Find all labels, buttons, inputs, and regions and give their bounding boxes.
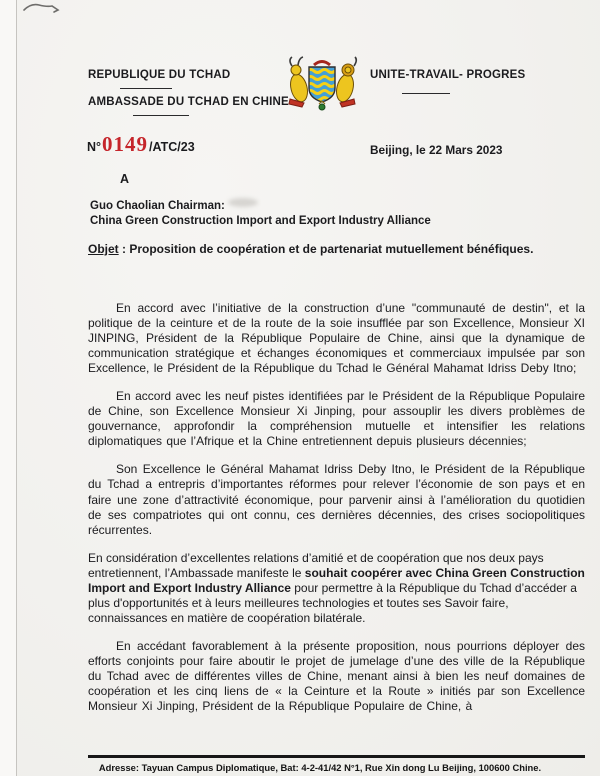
header-rule bbox=[402, 93, 450, 94]
reference-number-red: 0149 bbox=[102, 132, 149, 156]
header-rule bbox=[120, 88, 172, 89]
subject-label: Objet bbox=[88, 242, 119, 256]
paragraph-4 bbox=[88, 551, 585, 626]
chad-coat-of-arms-icon bbox=[284, 55, 360, 119]
paragraph-3 bbox=[88, 462, 585, 537]
addressee-block bbox=[90, 199, 431, 228]
staple-mark bbox=[22, 2, 64, 18]
subject-text: : Proposition de coopération et de partenariat mutuellement bénéfiques. bbox=[118, 242, 534, 256]
letter-body bbox=[88, 301, 585, 727]
scan-smudge bbox=[228, 198, 258, 207]
paragraph-5 bbox=[88, 639, 585, 714]
scan-left-edge bbox=[0, 0, 17, 776]
paragraph-text: Son Excellence le Général Mahamat Idriss Deby Itno, le Président de la République du Tchad a entrepris d’importantes réformes pour relever l’économie de son pays et en faire une zone d’attractivité économique, pour parvenir ainsi à l’amélioration du quotidien de ses compatriotes qui ont connu, ces dernières décennies, des crises sociopolitiques récurrentes. bbox=[88, 462, 585, 537]
subject-line bbox=[88, 242, 560, 257]
salutation: A bbox=[120, 172, 130, 186]
reference-suffix: /ATC/23 bbox=[149, 140, 195, 154]
motto-title: UNITE-TRAVAIL- PROGRES bbox=[370, 69, 526, 81]
reference-prefix: N° bbox=[87, 140, 102, 154]
paragraph-text: En accédant favorablement à la présente proposition, nous pourrions déployer des efforts conjoints pour faire aboutir le projet de jumelage d’une des ville de la République du Tchad avec de différentes villes de Chine, menant ainsi à bien les neuf domaines de coopération et les cinq liens de « la Ceinture et la Route » initiés par son Excellence Monsieur Xi Jinping, Président de la République Populaire de Chine, à bbox=[88, 638, 585, 714]
reference-number bbox=[87, 132, 195, 157]
footer-address: Adresse: Tayuan Campus Diplomatique, Bat: 4-2-41/42 N°1, Rue Xin dong Lu Beijing, 100600 Chine. bbox=[98, 762, 542, 773]
header-rule bbox=[133, 115, 189, 116]
paragraph-1 bbox=[88, 301, 585, 376]
paragraph-text: En accord avec l’initiative de la construction d’une "communauté de destin", et la politique de la ceinture et de la route de la soie insufflée par son Excellence, Monsieur XI JINPING, Président de la République Populaire de Chine, ainsi que la dynamique de communication stratégique et échanges économiques et commerciaux impulsée par son Excellence, le Président de la République du Tchad le Général Mahamat Idriss Deby Itno; bbox=[88, 301, 585, 376]
paragraph-text: En accord avec les neuf pistes identifiées par le Président de la République Populaire de Chine, son Excellence Monsieur Xi Jinping, pour assouplir les divers problèmes de gouvernance, approfondir la compréhension mutuelle et intensifier les relations diplomatiques que l’Afrique et la Chine entretiennent depuis plusieurs décennies; bbox=[88, 389, 585, 449]
addressee-organization: China Green Construction Import and Export Industry Alliance bbox=[90, 214, 431, 227]
paragraph-text: pour permettre à la République du Tchad d’accéder a plus d'opportunités et à leurs meilleures technologies et toutes ses Savoir faire, connaissances en matière de coopération bilatérale. bbox=[88, 580, 577, 625]
paragraph-2 bbox=[88, 389, 585, 449]
paragraph-text: En considération d’excellentes relations d’amitié et de coopération que nos deux pays entretiennent, l’Ambassade manifeste le bbox=[88, 550, 544, 580]
dateline: Beijing, le 22 Mars 2023 bbox=[370, 143, 503, 157]
addressee-name: Guo Chaolian Chairman: bbox=[90, 200, 225, 212]
embassy-title: AMBASSADE DU TCHAD EN CHINE bbox=[88, 96, 289, 108]
country-title: REPUBLIQUE DU TCHAD bbox=[88, 69, 231, 81]
paragraph-bold-text: souhait coopérer avec China Green Construction Import and Export Industry Alliance bbox=[88, 565, 585, 595]
footer-rule bbox=[88, 755, 585, 758]
